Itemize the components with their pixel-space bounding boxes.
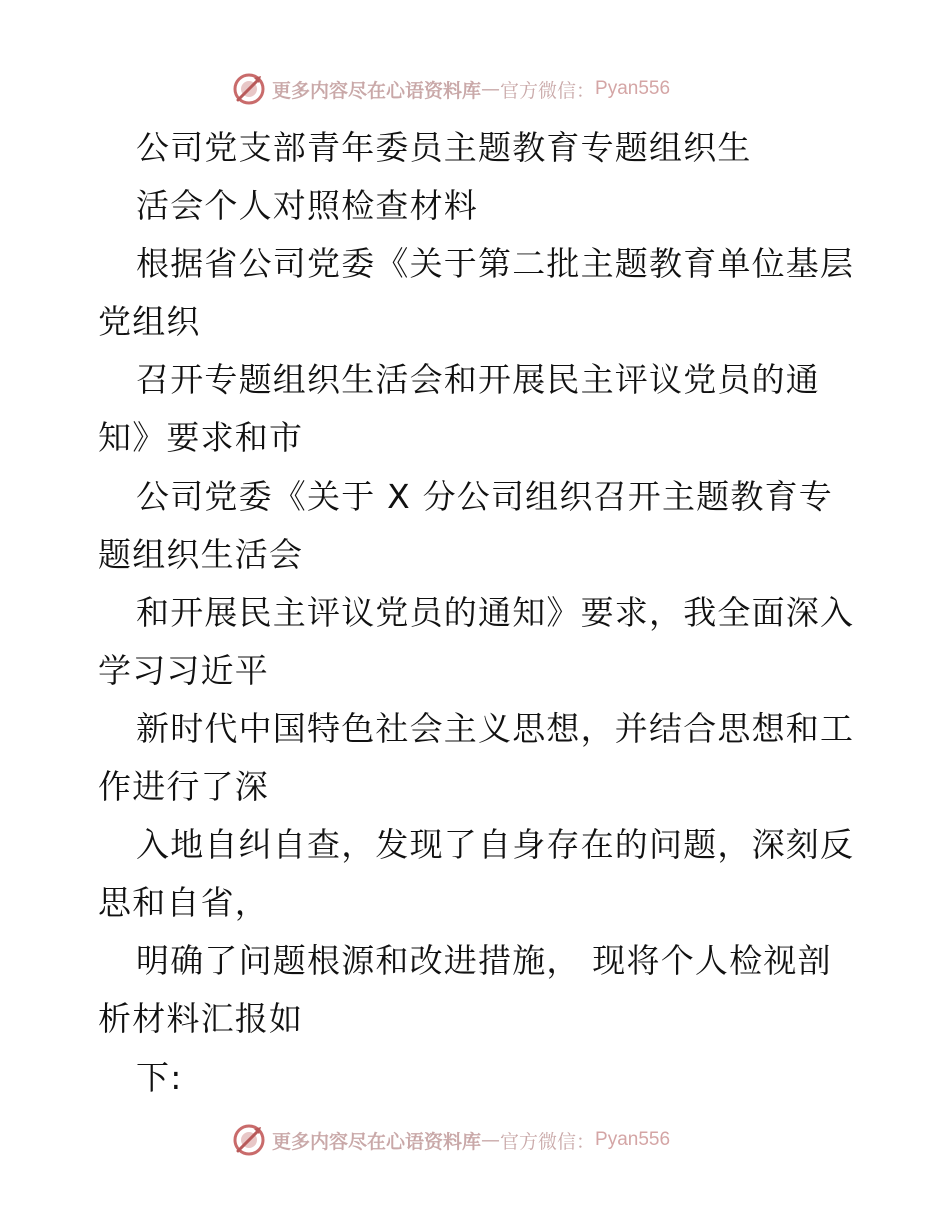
paragraph-line: 新时代中国特色社会主义思想，并结合思想和工 — [136, 708, 855, 748]
banner-sub-text: 官方微信： — [500, 1130, 596, 1153]
paragraph-line: 党组织 — [98, 302, 201, 342]
paragraph-line: 公司党委《关于 X 分公司组织召开主题教育专 — [136, 476, 833, 516]
paragraph-line: 下: — [136, 1057, 183, 1097]
header-watermark-banner — [232, 70, 752, 108]
paragraph-line: 明确了问题根源和改进措施， 现将个人检视剖 — [136, 941, 832, 981]
paragraph-line: 入地自纠自查，发现了自身存在的问题，深刻反 — [136, 825, 855, 865]
paragraph-line: 召开专题组织生活会和开展民主评议党员的通 — [136, 360, 820, 400]
paragraph-line: 题组织生活会 — [98, 534, 304, 574]
banner-dash: — — [481, 1129, 501, 1151]
footer-watermark-banner — [232, 1121, 752, 1159]
paragraph-line: 和开展民主评议党员的通知》要求，我全面深入 — [136, 592, 855, 632]
banner-main-text: 更多内容尽在心语资料库 — [272, 79, 482, 102]
banner-wechat-id: Pyan556 — [595, 78, 671, 99]
logo-icon — [232, 1123, 266, 1157]
document-body — [98, 119, 858, 1107]
paragraph-line: 知》要求和市 — [98, 418, 304, 458]
title-line-1: 公司党支部青年委员主题教育专题组织生 — [136, 128, 752, 167]
banner-wechat-id: Pyan556 — [595, 1129, 671, 1150]
paragraph-line: 思和自省， — [98, 883, 269, 923]
banner-sub-text: 官方微信： — [500, 79, 596, 102]
banner-main-text: 更多内容尽在心语资料库 — [272, 1130, 482, 1153]
paragraph-line: 学习习近平 — [98, 650, 269, 690]
logo-icon — [232, 72, 266, 106]
paragraph-line: 析材料汇报如 — [98, 999, 304, 1039]
title-line-2: 活会个人对照检查材料 — [136, 186, 478, 226]
paragraph-line: 作进行了深 — [98, 767, 269, 807]
banner-dash: — — [481, 78, 501, 100]
paragraph-line: 根据省公司党委《关于第二批主题教育单位基层 — [136, 244, 855, 284]
